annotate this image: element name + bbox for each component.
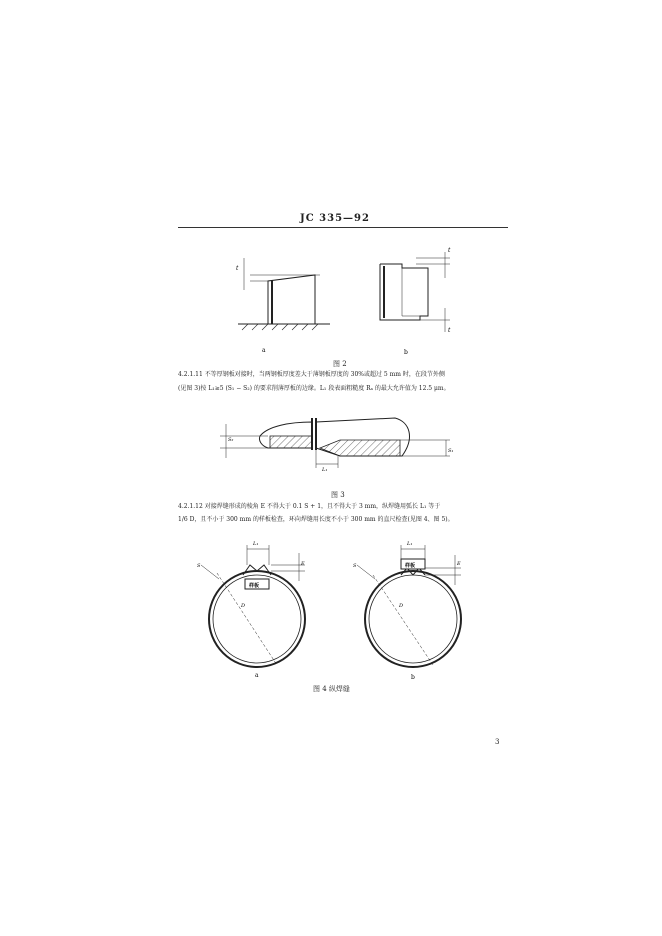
fig4b-template-label: 样板 [405, 563, 416, 569]
fig2-dim-t-lower: t [448, 327, 451, 334]
fig2a-drawing [238, 258, 330, 330]
fig4b-dim-e: E [457, 561, 461, 567]
fig4b-dim-d: D [399, 603, 404, 609]
figure-3 [210, 408, 510, 488]
fig3-dim-l1: L₁ [322, 467, 328, 473]
fig4a-dim-s: S [197, 563, 201, 569]
fig3-dim-s1: S₁ [448, 448, 454, 454]
page-number: 3 [495, 738, 500, 746]
para-4-2-1-11-line2: (见图 3)按 L₁≥5 (S₁ − S₂) 的要求削薄厚板的边缘。L₁ 段表面粗糙度 Rₐ 的最大允许值为 12.5 μm。 [178, 385, 450, 392]
fig2-dim-t: t [236, 265, 239, 272]
fig4a-dim-e: E [301, 561, 305, 567]
header-rule [178, 227, 508, 228]
fig4-label-a: a [255, 672, 259, 679]
fig2b-drawing [380, 252, 450, 332]
fig4a-dim-l1: L₁ [253, 541, 259, 547]
fig2-dim-t-upper: t [448, 247, 451, 254]
figure-2-caption: 图 2 [333, 360, 347, 368]
fig2-label-a: a [262, 347, 266, 354]
fig4b-dim-l1: L₁ [407, 541, 413, 547]
figure-4-caption: 图 4 纵焊缝 [313, 685, 350, 693]
fig4b-dim-s: S [353, 563, 357, 569]
figure-3-caption: 图 3 [331, 491, 345, 499]
figure-4 [195, 535, 515, 695]
fig4a-template-label: 样板 [249, 583, 260, 589]
para-4-2-1-11-line1: 4.2.1.11 不等厚钢板对接时，当两钢板厚度差大于薄钢板厚度的 30%或超过 5 mm 时，在段节外侧 [178, 371, 445, 378]
fig2-label-b: b [404, 349, 408, 356]
fig4-label-b: b [411, 674, 415, 681]
para-4-2-1-12-line1: 4.2.1.12 对接焊缝形成的棱角 E 不得大于 0.1 S + 1，且不得大于 3 mm，纵焊缝用弧长 L₁ 等于 [178, 503, 441, 510]
fig3-dim-s2: S₂ [228, 437, 234, 443]
standard-number-header: JC 335—92 [300, 213, 370, 224]
fig4a-dim-d: D [241, 603, 246, 609]
figure-2 [220, 248, 520, 358]
para-4-2-1-12-line2: 1/6 D，且不小于 300 mm 的样板检查，环向焊缝用长度不小于 300 mm 的直尺检查(见图 4、图 5)。 [178, 516, 454, 523]
